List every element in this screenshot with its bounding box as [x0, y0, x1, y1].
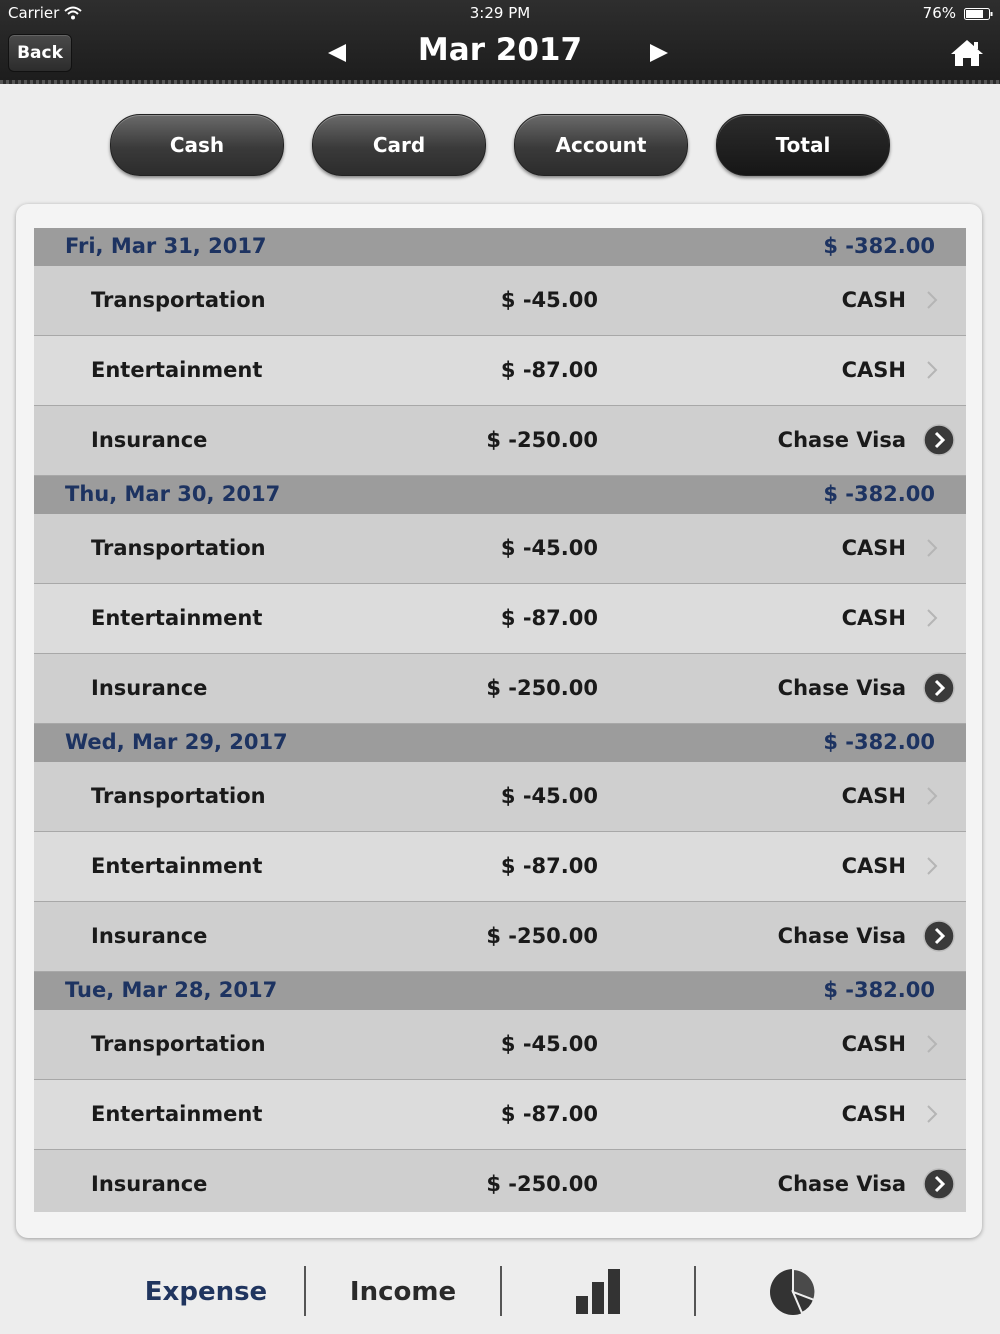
tab-income[interactable]: [306, 1250, 500, 1334]
transaction-account: CASH: [841, 1032, 906, 1056]
transaction-row[interactable]: [34, 584, 966, 654]
transaction-amount: $ -250.00: [486, 428, 598, 452]
transaction-row[interactable]: [34, 1150, 966, 1212]
day-total: $ -382.00: [823, 234, 935, 258]
triangle-right-icon[interactable]: [648, 42, 670, 64]
chevron-right-icon: [926, 1104, 938, 1124]
transaction-category: Transportation: [91, 536, 266, 560]
day-total: $ -382.00: [823, 978, 935, 1002]
transaction-row[interactable]: [34, 1080, 966, 1150]
day-header: [34, 724, 966, 762]
transaction-amount: $ -87.00: [500, 606, 598, 630]
transaction-account: CASH: [841, 288, 906, 312]
top-nav-bar: [0, 0, 1000, 84]
transaction-category: Entertainment: [91, 358, 263, 382]
transaction-amount: $ -45.00: [500, 784, 598, 808]
detail-disclosure-icon[interactable]: [923, 424, 955, 456]
transaction-amount: $ -250.00: [486, 1172, 598, 1196]
transaction-amount: $ -87.00: [500, 1102, 598, 1126]
chevron-right-icon: [926, 608, 938, 628]
status-time: 3:29 PM: [469, 4, 531, 22]
day-date: Thu, Mar 30, 2017: [65, 482, 281, 506]
transaction-row[interactable]: [34, 832, 966, 902]
chevron-right-icon: [926, 538, 938, 558]
day-total: $ -382.00: [823, 730, 935, 754]
transaction-row[interactable]: [34, 266, 966, 336]
account-filter-button[interactable]: Account: [514, 114, 688, 176]
transaction-amount: $ -87.00: [500, 358, 598, 382]
tab-income-label: Income: [349, 1277, 457, 1307]
card-filter-button[interactable]: Card: [312, 114, 486, 176]
transaction-row[interactable]: [34, 406, 966, 476]
transaction-category: Transportation: [91, 1032, 266, 1056]
cash-filter-button[interactable]: Cash: [110, 114, 284, 176]
transaction-category: Insurance: [91, 676, 208, 700]
detail-disclosure-icon[interactable]: [923, 1168, 955, 1200]
transaction-category: Transportation: [91, 288, 266, 312]
transaction-category: Transportation: [91, 784, 266, 808]
transaction-account: Chase Visa: [777, 924, 906, 948]
day-header: [34, 476, 966, 514]
chevron-right-icon: [926, 786, 938, 806]
transaction-category: Entertainment: [91, 1102, 263, 1126]
transaction-row[interactable]: [34, 902, 966, 972]
transaction-category: Insurance: [91, 1172, 208, 1196]
tab-expense-label: Expense: [144, 1277, 268, 1307]
detail-disclosure-icon[interactable]: [923, 920, 955, 952]
day-header: [34, 228, 966, 266]
transactions-list[interactable]: [34, 228, 966, 1212]
transaction-row[interactable]: [34, 654, 966, 724]
transaction-account: CASH: [841, 1102, 906, 1126]
tab-pie-chart[interactable]: [696, 1250, 890, 1334]
back-button[interactable]: Back: [8, 34, 72, 72]
transaction-amount: $ -45.00: [500, 1032, 598, 1056]
transaction-amount: $ -87.00: [500, 854, 598, 878]
chevron-right-icon: [926, 360, 938, 380]
pie-chart-icon: [768, 1267, 818, 1317]
transaction-account: CASH: [841, 606, 906, 630]
transaction-account: Chase Visa: [777, 1172, 906, 1196]
day-header: [34, 972, 966, 1010]
transaction-account: Chase Visa: [777, 428, 906, 452]
day-date: Tue, Mar 28, 2017: [65, 978, 278, 1002]
day-date: Fri, Mar 31, 2017: [65, 234, 267, 258]
transaction-category: Entertainment: [91, 854, 263, 878]
carrier-label: Carrier: [8, 4, 60, 22]
transaction-amount: $ -45.00: [500, 288, 598, 312]
battery-percent: 76%: [922, 4, 956, 22]
day-total: $ -382.00: [823, 482, 935, 506]
tab-bar-chart[interactable]: [502, 1250, 694, 1334]
transaction-account: CASH: [841, 358, 906, 382]
battery-icon: [964, 8, 994, 20]
bar-chart-icon: [574, 1268, 622, 1316]
home-icon[interactable]: [950, 38, 984, 68]
transaction-account: CASH: [841, 854, 906, 878]
transaction-row[interactable]: [34, 336, 966, 406]
chevron-right-icon: [926, 290, 938, 310]
chevron-right-icon: [926, 856, 938, 876]
transaction-amount: $ -250.00: [486, 924, 598, 948]
transaction-account: CASH: [841, 536, 906, 560]
day-date: Wed, Mar 29, 2017: [65, 730, 288, 754]
total-filter-button[interactable]: Total: [716, 114, 890, 176]
detail-disclosure-icon[interactable]: [923, 672, 955, 704]
transaction-row[interactable]: [34, 1010, 966, 1080]
chevron-right-icon: [926, 1034, 938, 1054]
transaction-row[interactable]: [34, 514, 966, 584]
month-title: Mar 2017: [417, 32, 583, 68]
transaction-account: CASH: [841, 784, 906, 808]
triangle-left-icon[interactable]: [326, 42, 348, 64]
transaction-amount: $ -45.00: [500, 536, 598, 560]
transaction-category: Insurance: [91, 428, 208, 452]
bottom-tab-bar: [0, 1250, 1000, 1334]
transaction-amount: $ -250.00: [486, 676, 598, 700]
tab-expense[interactable]: [108, 1250, 304, 1334]
transaction-row[interactable]: [34, 762, 966, 832]
transaction-category: Entertainment: [91, 606, 263, 630]
transaction-category: Insurance: [91, 924, 208, 948]
transaction-account: Chase Visa: [777, 676, 906, 700]
